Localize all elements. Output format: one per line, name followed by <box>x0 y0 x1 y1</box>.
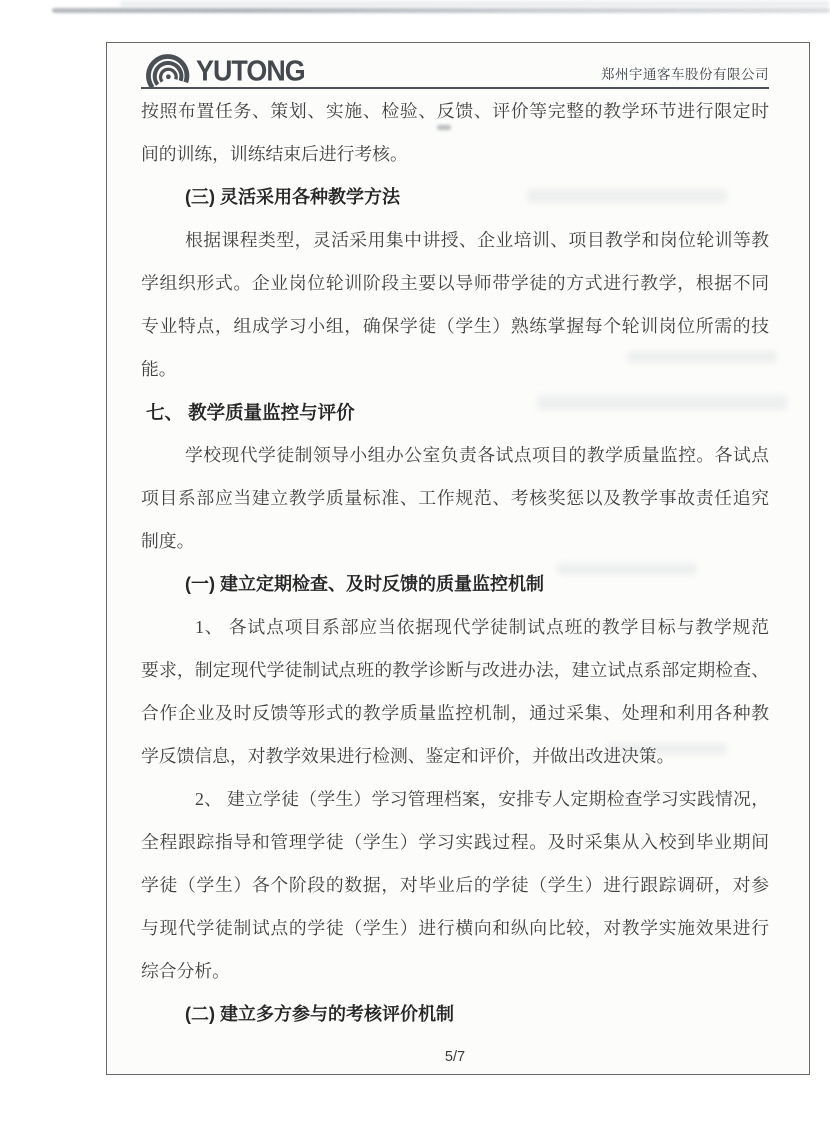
text-line: 1、 各试点项目系部应当依据现代学徒制试点班的教学目标与教学规范 <box>195 617 769 637</box>
text-line: 制度。 <box>141 531 195 551</box>
yutong-logo <box>145 52 309 89</box>
paragraph <box>141 90 769 176</box>
company-name: 郑州宇通客车股份有限公司 <box>601 67 769 82</box>
scan-artifact-streak <box>52 8 830 13</box>
section-heading: 七、 教学质量监控与评价 <box>146 402 355 423</box>
text-line: 学徒（学生）各个阶段的数据，对毕业后的学徒（学生）进行跟踪调研，对参 <box>141 875 769 895</box>
text-line: 按照布置任务、策划、实施、检验、反馈、评价等完整的教学环节进行限定时 <box>141 101 769 121</box>
paragraph <box>141 219 769 391</box>
text-line: 间的训练，训练结束后进行考核。 <box>141 144 408 164</box>
paragraph <box>141 778 769 993</box>
text-line: 学反馈信息，对教学效果进行检测、鉴定和评价，并做出改进决策。 <box>141 746 675 766</box>
text-line: 要求，制定现代学徒制试点班的教学诊断与改进办法，建立试点系部定期检查、 <box>141 660 769 680</box>
page-number: 5/7 <box>444 1049 466 1065</box>
text-line: 综合分析。 <box>141 961 230 981</box>
text-line: 专业特点，组成学习小组，确保学徒（学生）熟练掌握每个轮训岗位所需的技 <box>141 316 769 336</box>
section-heading: (三) 灵活采用各种教学方法 <box>185 187 400 207</box>
document-body <box>141 90 769 1036</box>
text-line: 2、 建立学徒（学生）学习管理档案，安排专人定期检查学习实践情况， <box>195 789 769 809</box>
text-line: 学组织形式。企业岗位轮训阶段主要以导师带学徒的方式进行教学，根据不同 <box>141 273 769 293</box>
page-content <box>107 89 809 1079</box>
section-heading: (一) 建立定期检查、及时反馈的质量监控机制 <box>185 574 544 594</box>
header-divider <box>141 87 769 89</box>
text-line: 根据课程类型，灵活采用集中讲授、企业培训、项目教学和岗位轮训等教 <box>185 230 769 250</box>
text-line: 全程跟踪指导和管理学徒（学生）学习实践过程。及时采集从入校到毕业期间 <box>141 832 769 852</box>
text-line: 合作企业及时反馈等形式的教学质量监控机制，通过采集、处理和利用各种教 <box>141 703 769 723</box>
paragraph <box>141 606 769 778</box>
section-heading: (二) 建立多方参与的考核评价机制 <box>185 1004 454 1024</box>
text-line: 能。 <box>141 359 177 379</box>
document-page <box>106 42 810 1075</box>
text-line: 项目系部应当建立教学质量标准、工作规范、考核奖惩以及教学事故责任追究 <box>141 488 769 508</box>
paragraph <box>141 434 769 563</box>
yutong-arcs-icon <box>145 52 191 89</box>
text-line: 学校现代学徒制领导小组办公室负责各试点项目的教学质量监控。各试点 <box>185 445 769 465</box>
scan-artifact-streak <box>120 2 830 6</box>
page-header <box>141 43 769 89</box>
text-line: 与现代学徒制试点的学徒（学生）进行横向和纵向比较，对教学实施效果进行 <box>141 918 769 938</box>
yutong-logo-text: YUTONG <box>196 53 305 87</box>
scan-artifact-speck <box>437 125 451 130</box>
